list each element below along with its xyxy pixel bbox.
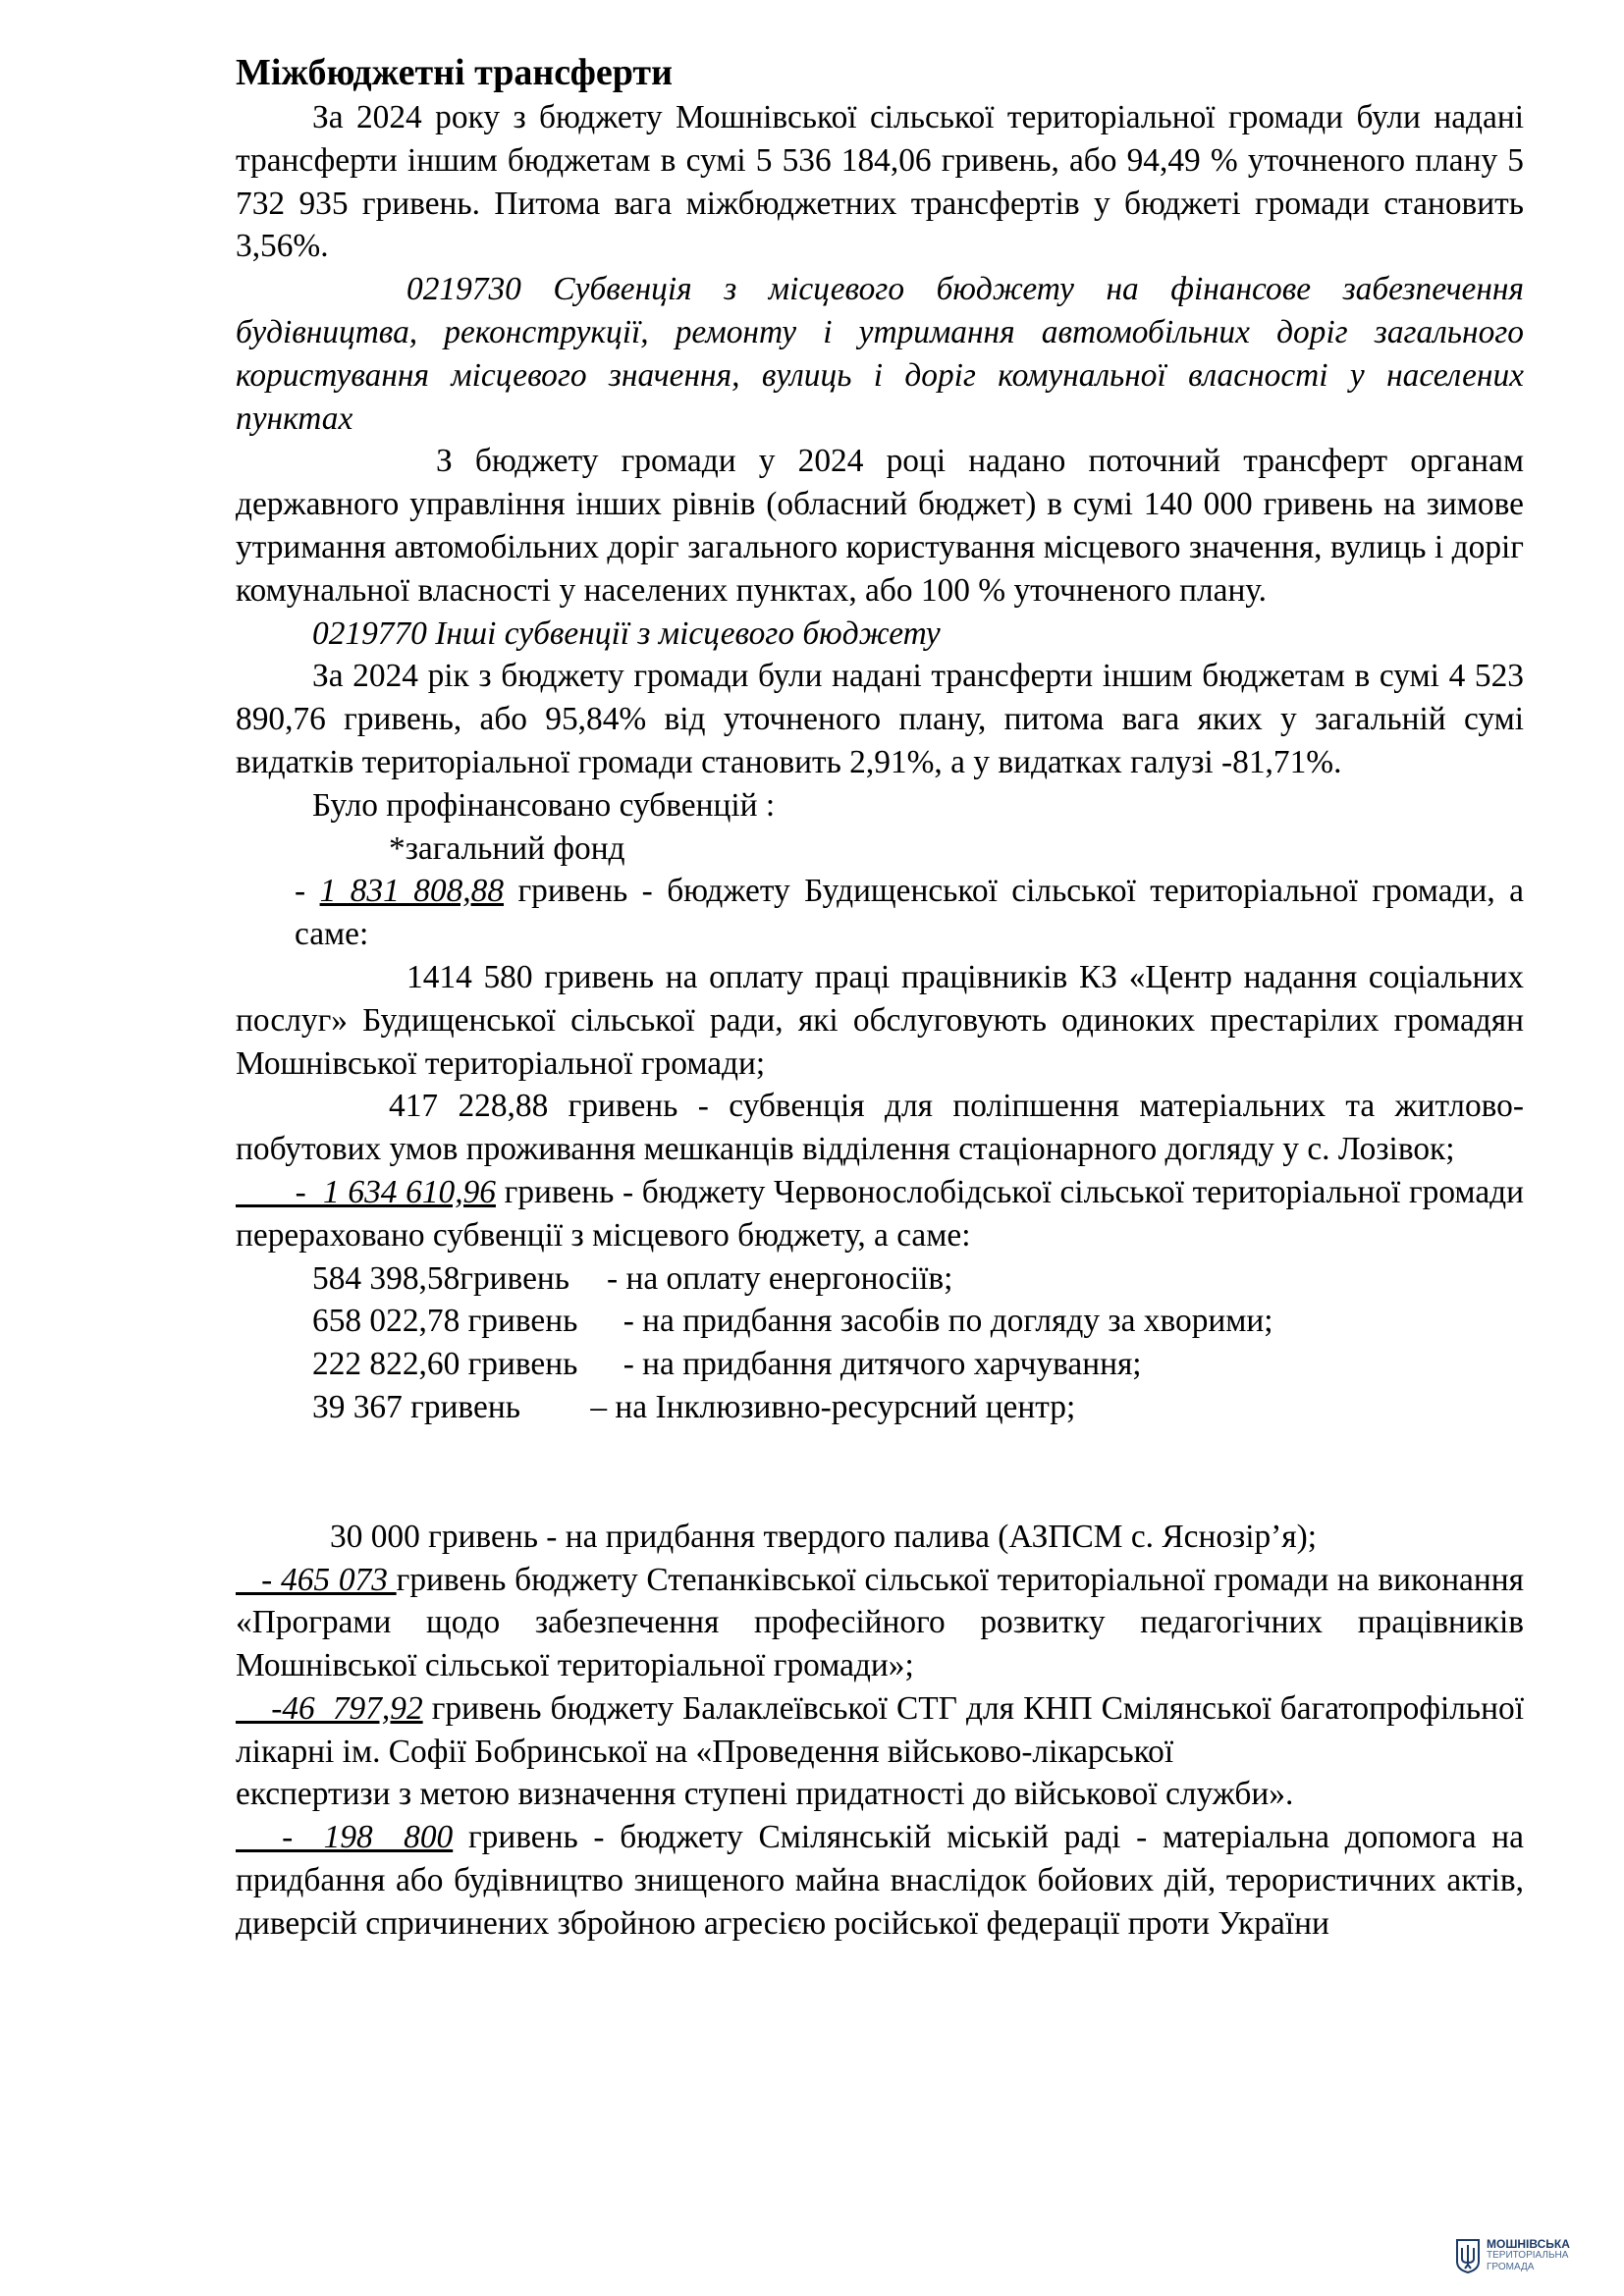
item-amount: 658 022,78 гривень [312,1303,578,1340]
section-heading-0219770: 0219770 Інші субвенції з місцевого бюджету [312,614,941,652]
list-item [312,1386,1524,1429]
transfer-text: гривень бюджету Степанківської сільської територіальної громади на виконання «Програми щодо забезпечення професійного розвитку педагогічних працівників Мошнівської сільської територіальної громади»; [236,1561,1524,1684]
transfer-text: гривень бюджету Балаклеївської СТГ для КНП Смілянської багатопрофільної лікарні ім. Софії Бобринської на «Проведення військово-лікарської [236,1689,1524,1770]
dash: - [295,873,306,910]
item-amount: 39 367 гривень [312,1388,520,1425]
list-item [312,1343,1524,1386]
transfer-chervonoslobidska [236,1171,1524,1257]
sub-item-living-conditions: 417 228,88 гривень - субвенція для поліпшення матеріальних та житлово-побутових умов проживання мешканців відділення стаціонарного догляду у с. Лозівок; [236,1088,1524,1168]
transfer-amount: - 465 073 [236,1561,397,1598]
general-fund-label: *загальний фонд [389,829,625,867]
transfer-amount: 1 831 808,88 [319,873,505,910]
section-heading-0219730: 0219730 Субвенція з місцевого бюджету на фінансове забезпечення будівництва, реконструкції, ремонту і утримання автомобільних доріг загального користування місцевого значення, вулиць і доріг комунальної власності у населених пунктах [236,271,1524,437]
item-purpose: - на придбання дитячого харчування; [607,1346,1142,1383]
sub-items-list [236,1257,1524,1429]
transfer-text: гривень - бюджету Будищенської сільської територіальної громади, а саме: [295,873,1524,953]
transfer-text: гривень - бюджету Смілянській міській раді - матеріальна допомога на придбання або будівництво знищеного майна внаслідок бойових дій, терористичних актів, диверсій спричинених збройною агресією російської федерації проти України [236,1819,1524,1942]
transfer-smila [236,1816,1524,1945]
document-page [236,49,1524,1946]
item-amount: 584 398,58гривень [312,1259,570,1297]
logo-line-1: МОШНІВСЬКА [1487,2237,1570,2251]
page-title: Міжбюджетні трансферти [236,52,673,93]
sub-item-solid-fuel: 30 000 гривень - на придбання твердого палива (АЗПСМ с. Яснозір’я); [330,1518,1318,1555]
transfer-balakleivska-continuation: експертизи з метою визначення ступені придатності до військової служби». [236,1776,1294,1813]
section-text-0219770: За 2024 рік з бюджету громади були надані трансферти іншим бюджетам в сумі 4 523 890,76 гривень, або 95,84% від уточненого плану, питома вага яких у загальній сумі видатків територіальної громади становить 2,91%, а у видатках галузі -81,71%. [236,658,1524,780]
intro-paragraph: За 2024 року з бюджету Мошнівської сільської територіальної громади були надані трансферти іншим бюджетам в сумі 5 536 184,06 гривень, або 94,49 % уточненого плану 5 732 935 гривень. Питома вага міжбюджетних трансфертів у бюджеті громади становить 3,56%. [236,99,1524,265]
transfer-stepankivska [236,1559,1524,1687]
logo-line-2: ТЕРИТОРІАЛЬНА [1487,2250,1569,2261]
transfer-amount: -46 797,92 [236,1689,423,1727]
item-amount: 222 822,60 гривень [312,1346,578,1383]
section-text-0219730: З бюджету громади у 2024 році надано поточний трансферт органам державного управління інших рівнів (обласний бюджет) в сумі 140 000 гривень на зимове утримання автомобільних доріг загального користування місцевого значення, вулиць і доріг комунальної власності у населених пунктах, або 100 % уточненого плану. [236,443,1524,609]
transfer-amount: - 198 800 [236,1819,454,1856]
community-logo [1455,2231,1612,2280]
trident-emblem-icon [1455,2238,1481,2273]
sub-item-salary: 1414 580 гривень на оплату праці працівників КЗ «Центр надання соціальних послуг» Будищенської сільської ради, які обслуговують одиноких престарілих громадян Мошнівської територіальної громади; [236,958,1524,1082]
item-purpose: - на оплату енергоносіїв; [607,1259,953,1297]
transfer-text: гривень - бюджету Червонослобідської сільської територіальної громади перераховано субвенції з місцевого бюджету, а саме: [236,1173,1524,1254]
list-item [312,1300,1524,1343]
transfer-balakleivska [236,1687,1524,1774]
logo-text [1487,2238,1570,2273]
list-item [312,1257,1524,1301]
transfer-amount: - 1 634 610,96 [236,1173,496,1210]
transfer-budyshche [236,870,1524,956]
financed-label: Було профінансовано субвенцій : [312,786,776,824]
logo-line-3: ГРОМАДА [1487,2262,1535,2272]
blank-gap [236,1429,1524,1516]
item-purpose: – на Інклюзивно-ресурсний центр; [558,1388,1076,1425]
item-purpose: - на придбання засобів по догляду за хворими; [607,1303,1273,1340]
